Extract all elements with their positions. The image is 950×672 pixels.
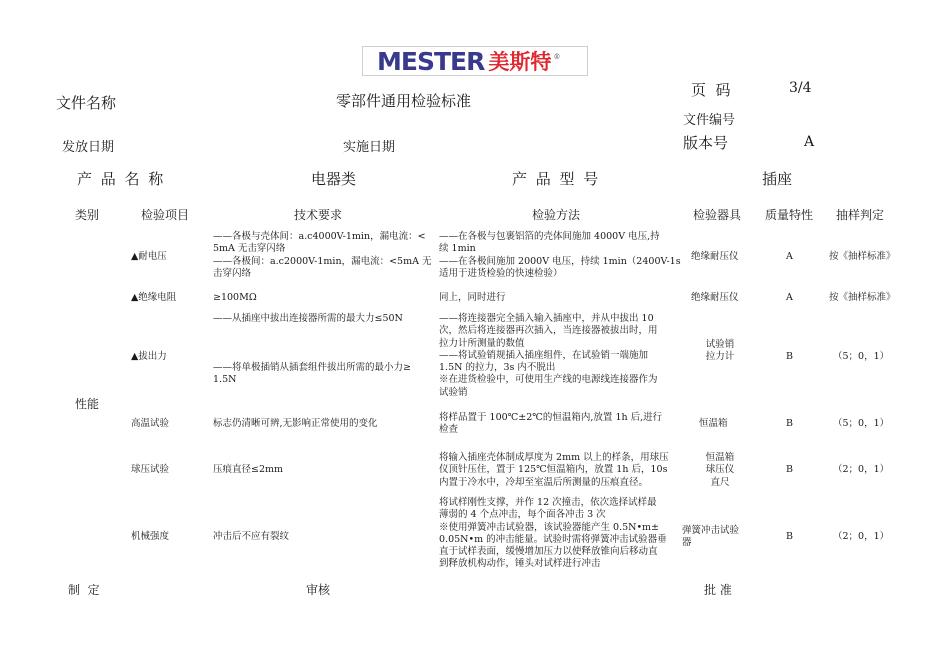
footer-approve-label: 批 准 [704, 583, 732, 597]
row-item: ▲耐电压 [131, 251, 167, 262]
row-item: 高温试验 [131, 418, 170, 429]
row-sampling: （2；0，1） [833, 464, 890, 475]
row-requirement: 标志仍清晰可辨,无影响正常使用的变化 [213, 418, 378, 429]
row-instrument: 弹簧冲击试验 器 [682, 525, 740, 549]
row-instrument: 恒温箱 球压仪 直尺 [705, 452, 735, 488]
row-instrument: 试验销 拉力计 [705, 339, 735, 363]
page-label: 页 码 [691, 81, 731, 99]
row-requirement: ≥100MΩ [213, 292, 257, 303]
header-category: 类别 [75, 208, 100, 222]
row-sampling: （5；0，1） [833, 351, 890, 362]
issue-date-label: 发放日期 [62, 140, 115, 155]
doc-no-label: 文件编号 [683, 113, 736, 128]
row-quality: B [786, 418, 793, 429]
logo-cn-text: 美斯特 [488, 50, 552, 74]
row-requirement: ——从插座中拔出连接器所需的最大力≤50N ——将单极插销从插套组件拔出所需的最小力≥ 1.5N [213, 313, 411, 386]
row-requirement: 冲击后不应有裂纹 [213, 531, 290, 542]
row-method: ——将连接器完全插入输入插座中，并从中拔出 10 次，然后将连接器再次插入，当连接器被拔出时，用 拉力计所测量的数值 ——将试验销规插入插座组件，在试验销一端施加 1.5N 的拉力，3s 内不脱出 ※在进货检验中，可使用生产线的电源线连接器作为 试验销 [439, 313, 658, 398]
header-requirement: 技术要求 [294, 208, 343, 222]
category-performance: 性能 [75, 397, 100, 411]
header-quality: 质量特性 [765, 208, 814, 222]
row-quality: A [786, 251, 793, 262]
product-model-value: 插座 [762, 170, 793, 188]
doc-name-label: 文件名称 [56, 94, 117, 112]
row-item: 球压试验 [131, 464, 170, 475]
row-requirement: 压痕直径≤2mm [213, 464, 284, 475]
header-method: 检验方法 [532, 208, 581, 222]
row-quality: B [786, 351, 793, 362]
row-instrument: 绝缘耐压仪 [691, 292, 739, 303]
row-method: 将试样刚性支撑，并作 12 次撞击，依次选择试样最 薄弱的 4 个点冲击，每个面各冲击 3 次 ※使用弹簧冲击试验器，该试验器能产生 0.5N•m± 0.05N•m 的冲击能量。试验时需将弹簧冲击试验器垂 直于试样表面，缓慢增加压力以使释放锥向后移动直 到释放机构动作，锤头对试样进行冲击 [439, 497, 667, 570]
row-method: 同上，同时进行 [439, 292, 506, 303]
footer-review-label: 审核 [306, 583, 331, 597]
product-name-value: 电器类 [311, 170, 357, 188]
header-item: 检验项目 [141, 208, 190, 222]
header-instrument: 检验器具 [693, 208, 742, 222]
row-method: 将输入插座壳体制成厚度为 2mm 以上的样条，用球压 仪顶针压住，置于 125℃恒温箱内，放置 1h 后，10s 内置于冷水中，冷却至室温后所测量的压痕直径。 [439, 452, 669, 488]
version-label: 版本号 [683, 134, 729, 152]
effective-date-label: 实施日期 [343, 140, 396, 155]
row-quality: B [786, 531, 793, 542]
row-sampling: 按《抽样标准》 [829, 292, 896, 303]
row-item: 机械强度 [131, 531, 170, 542]
row-requirement: ——各极与壳体间：a.c4000V-1min，漏电流：< 5mA 无击穿闪络 ——各极间：a.c2000V-1min，漏电流：<5mA 无 击穿闪络 [213, 231, 432, 279]
row-item: ▲绝缘电阻 [131, 292, 177, 303]
mester-logo [362, 46, 588, 76]
row-quality: A [786, 292, 793, 303]
row-instrument: 绝缘耐压仪 [691, 251, 739, 262]
row-sampling: （2；0，1） [833, 531, 890, 542]
header-sampling: 抽样判定 [836, 208, 885, 222]
version-value: A [804, 134, 815, 150]
row-instrument: 恒温箱 [699, 418, 728, 429]
doc-title: 零部件通用检验标准 [336, 92, 472, 110]
row-method: 将样品置于 100℃±2℃的恒温箱内,放置 1h 后,进行 检查 [439, 412, 663, 436]
logo-registered-mark: ® [553, 53, 561, 61]
page-value: 3/4 [789, 80, 812, 96]
product-name-label: 产 品 名 称 [77, 170, 166, 188]
row-sampling: （5；0，1） [833, 418, 890, 429]
row-sampling: 按《抽样标准》 [829, 251, 896, 262]
row-quality: B [786, 464, 793, 475]
row-method: ——在各极与包裹铝箔的壳体间施加 4000V 电压,持 续 1min ——在各极间施加 2000V 电压，持续 1min（2400V-1s 适用于进货检验的快速检验） [439, 231, 681, 279]
footer-made-label: 制 定 [68, 583, 100, 597]
row-item: ▲拔出力 [131, 351, 167, 362]
product-model-label: 产 品 型 号 [512, 170, 601, 188]
logo-en-text: MESTER [377, 46, 485, 76]
